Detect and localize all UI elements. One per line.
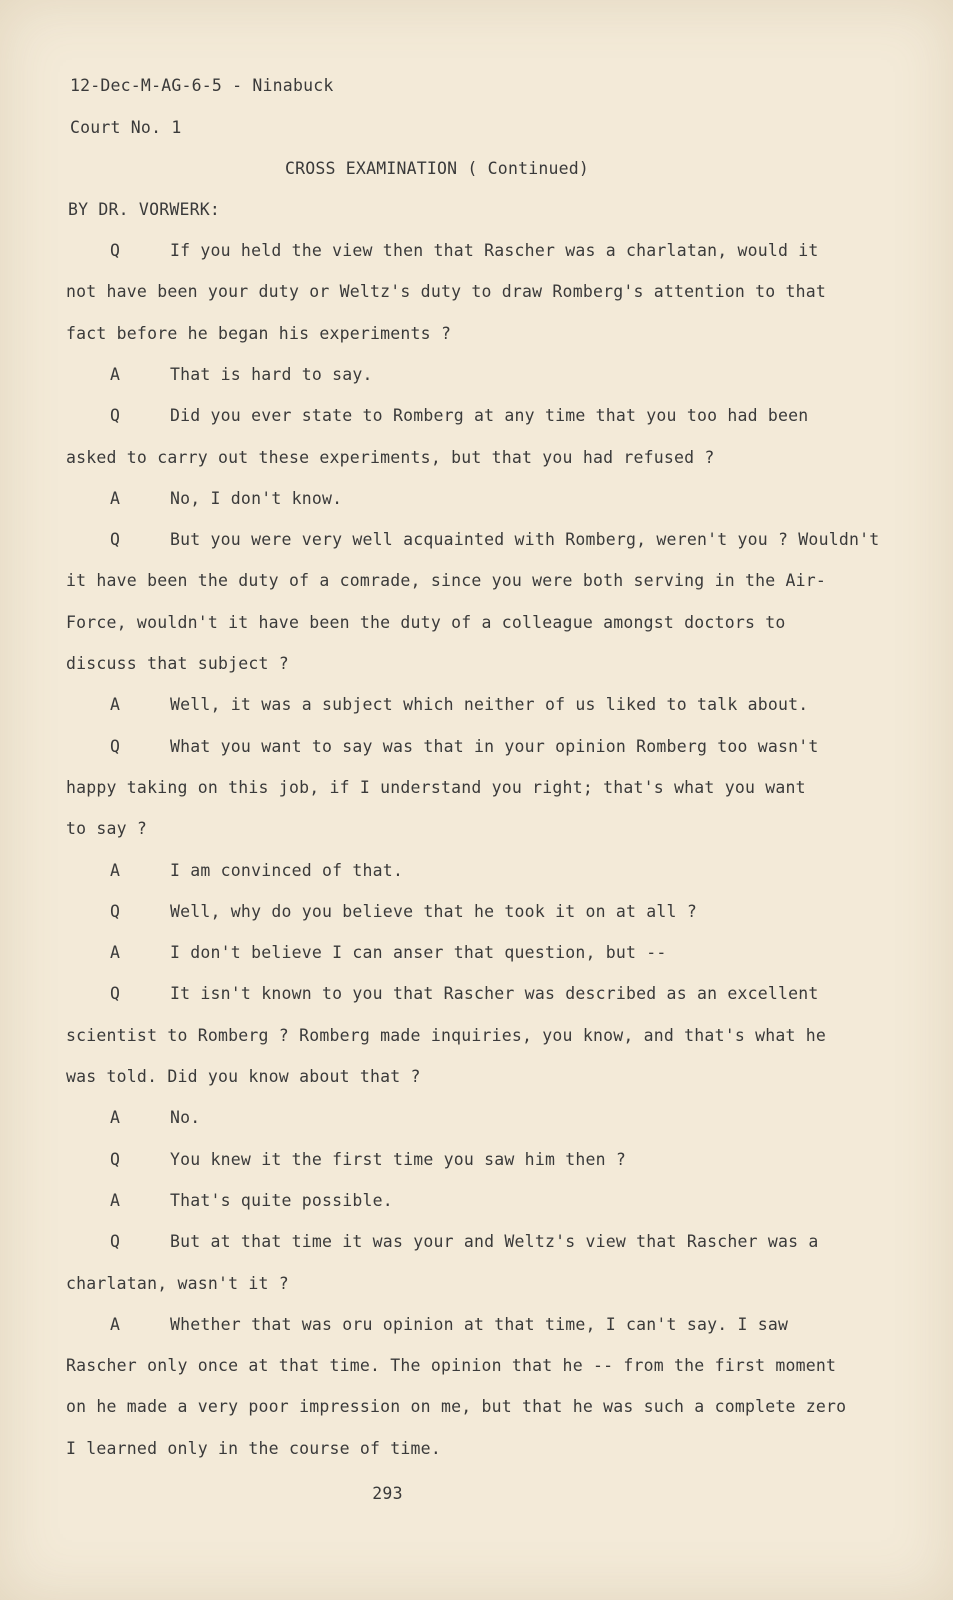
question-marker: Q: [110, 902, 121, 921]
exchange-continuation-line: asked to carry out these experiments, but that you had refused ?: [66, 448, 715, 467]
exchange-line: No.: [170, 1108, 201, 1127]
question-marker: Q: [110, 737, 121, 756]
answer-marker: A: [110, 943, 121, 962]
answer-marker: A: [110, 489, 121, 508]
exchange-line: Well, why do you believe that he took it on at all ?: [170, 902, 697, 921]
exchange-line: Well, it was a subject which neither of us liked to talk about.: [170, 695, 809, 714]
exchange-line: You knew it the first time you saw him then ?: [170, 1150, 627, 1169]
page-number: 293: [372, 1484, 403, 1503]
header-reference: 12-Dec-M-AG-6-5 - Ninabuck: [70, 76, 334, 95]
exchange-continuation-line: charlatan, wasn't it ?: [66, 1274, 289, 1293]
exchange-line: I don't believe I can anser that question, but --: [170, 943, 667, 962]
answer-marker: A: [110, 695, 121, 714]
exchange-line: That is hard to say.: [170, 365, 373, 384]
exchange-continuation-line: scientist to Romberg ? Romberg made inquiries, you know, and that's what he: [66, 1026, 827, 1045]
section-title: CROSS EXAMINATION ( Continued): [285, 159, 590, 178]
exchange-line: But you were very well acquainted with Romberg, weren't you ? Wouldn't: [170, 530, 880, 549]
exchange-continuation-line: was told. Did you know about that ?: [66, 1067, 421, 1086]
question-marker: Q: [110, 1232, 121, 1251]
exchange-continuation-line: to say ?: [66, 819, 148, 838]
exchange-continuation-line: not have been your duty or Weltz's duty to draw Romberg's attention to that: [66, 282, 827, 301]
exchange-line: It isn't known to you that Rascher was described as an excellent: [170, 984, 819, 1003]
answer-marker: A: [110, 1315, 121, 1334]
answer-marker: A: [110, 1191, 121, 1210]
exchange-line: If you held the view then that Rascher was a charlatan, would it: [170, 241, 819, 260]
exchange-continuation-line: on he made a very poor impression on me, but that he was such a complete zero: [66, 1397, 847, 1416]
exchange-line: No, I don't know.: [170, 489, 343, 508]
exchange-line: Whether that was oru opinion at that time, I can't say. I saw: [170, 1315, 789, 1334]
exchange-continuation-line: Rascher only once at that time. The opinion that he -- from the first moment: [66, 1356, 837, 1375]
question-marker: Q: [110, 241, 121, 260]
answer-marker: A: [110, 1108, 121, 1127]
header-court: Court No. 1: [70, 118, 182, 137]
exchange-line: Did you ever state to Romberg at any time that you too had been: [170, 406, 809, 425]
question-marker: Q: [110, 530, 121, 549]
exchange-line: I am convinced of that.: [170, 861, 404, 880]
exchange-continuation-line: happy taking on this job, if I understand you right; that's what you want: [66, 778, 806, 797]
question-marker: Q: [110, 1150, 121, 1169]
question-marker: Q: [110, 984, 121, 1003]
exchange-line: But at that time it was your and Weltz's view that Rascher was a: [170, 1232, 819, 1251]
exchange-continuation-line: discuss that subject ?: [66, 654, 289, 673]
exchange-continuation-line: I learned only in the course of time.: [66, 1439, 441, 1458]
answer-marker: A: [110, 861, 121, 880]
exchange-line: What you want to say was that in your opinion Romberg too wasn't: [170, 737, 819, 756]
question-marker: Q: [110, 406, 121, 425]
examiner-label: BY DR. VORWERK:: [68, 200, 221, 219]
exchange-continuation-line: fact before he began his experiments ?: [66, 324, 452, 343]
exchange-line: That's quite possible.: [170, 1191, 393, 1210]
answer-marker: A: [110, 365, 121, 384]
exchange-continuation-line: it have been the duty of a comrade, since you were both serving in the Air-: [66, 571, 827, 590]
exchange-continuation-line: Force, wouldn't it have been the duty of a colleague amongst doctors to: [66, 613, 786, 632]
